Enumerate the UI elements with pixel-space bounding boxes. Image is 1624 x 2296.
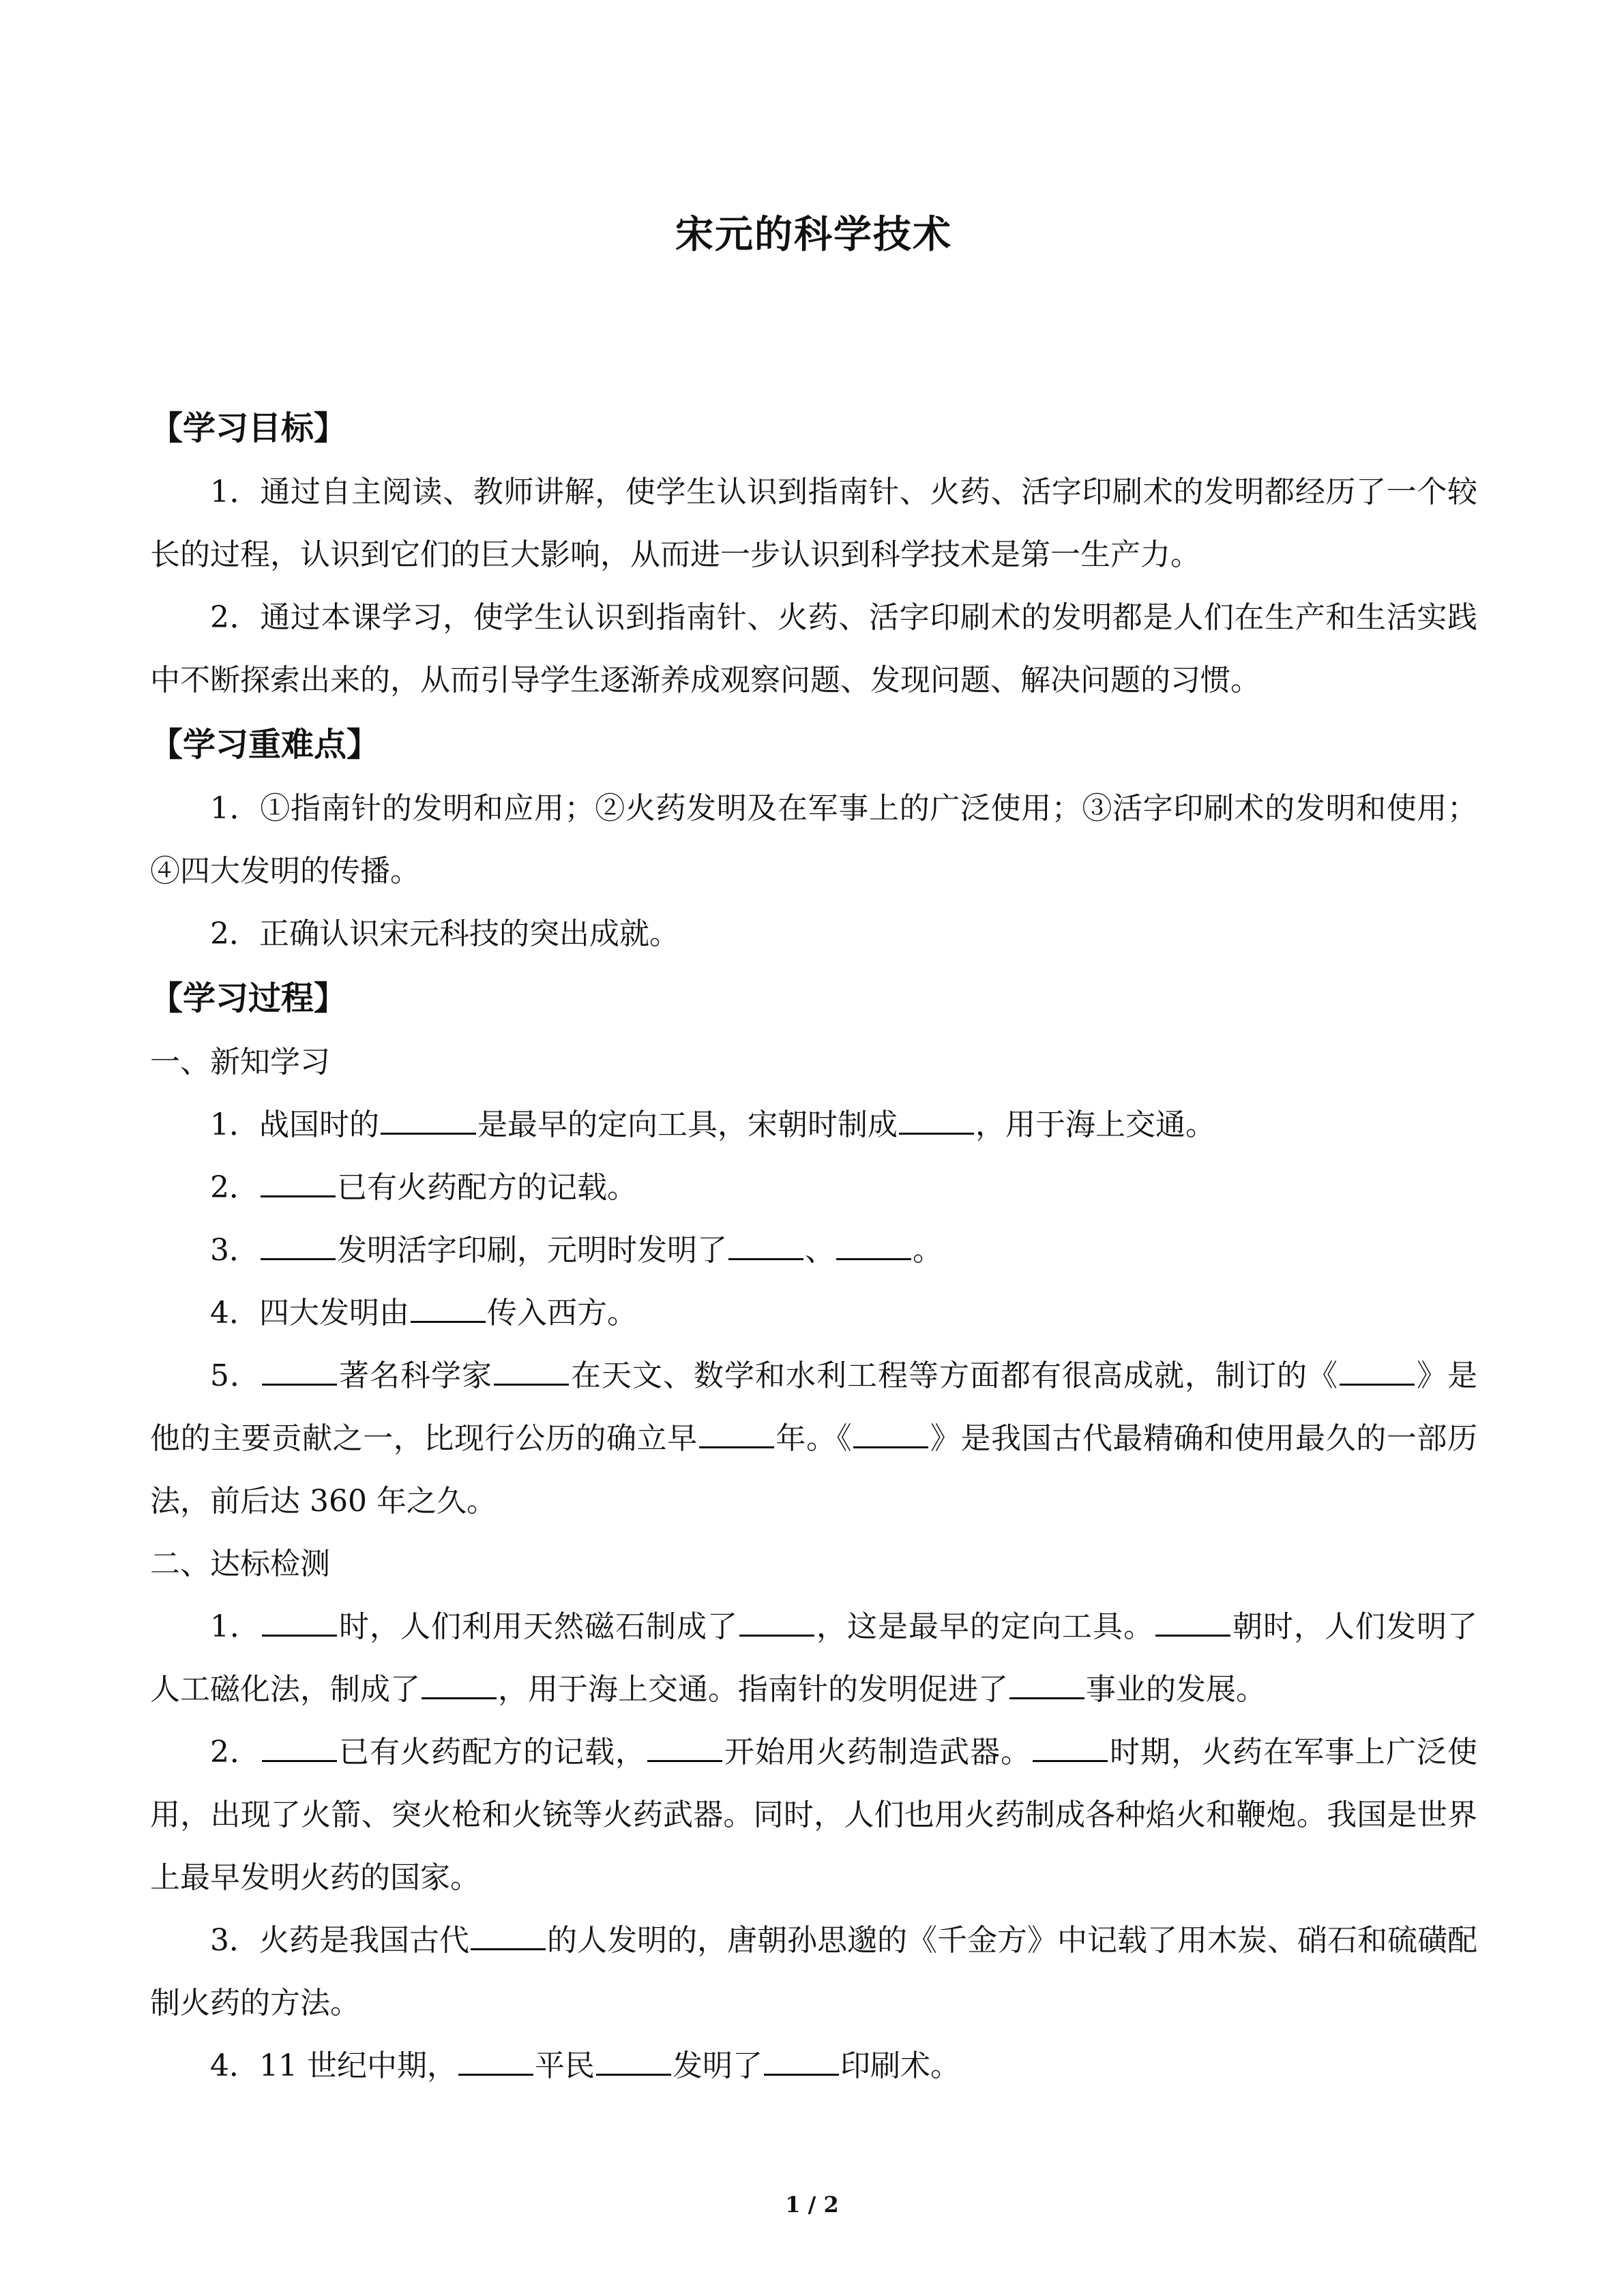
new-learning-q5 [150,1345,1477,1533]
page-number: 1 / 2 [785,2192,839,2218]
q-text: 、 [805,1233,835,1268]
answer-blank[interactable] [262,1605,337,1637]
answer-blank[interactable] [261,1165,336,1197]
new-learning-q1 [150,1094,1477,1157]
q-text: 时期，火药在军事上广泛使用，出现了火箭、突火枪和火铳等火药武器。同时，人们也用火药制成各种焰火和鞭炮。我国是世界上最早发明火药的国家。 [150,1735,1477,1895]
answer-blank[interactable] [261,1228,336,1260]
section-heading-process: 【学习过程】 [150,979,347,1017]
q-text: 4．11 世纪中期， [210,2048,457,2083]
section-process [150,966,1477,2098]
q-text: ，用于海上交通。指南针的发明促进了 [498,1672,1008,1707]
answer-blank[interactable] [1033,1730,1108,1762]
assessment-q2 [150,1721,1477,1909]
subheading-new-learning: 一、新知学习 [150,1045,330,1079]
q-text: 《 [1308,1358,1338,1393]
answer-blank[interactable] [262,1354,337,1386]
q-text: 1． [210,1609,261,1644]
q-text: 发明活字印刷，元明时发明了 [337,1233,727,1268]
q-text: 3．火药是我国古代 [210,1923,469,1958]
section-heading-objectives: 【学习目标】 [150,409,347,447]
answer-blank[interactable] [728,1228,803,1260]
q-text: 平民 [534,2048,595,2083]
answer-blank[interactable] [1155,1605,1230,1637]
answer-blank[interactable] [1340,1354,1415,1386]
key-point-item-1: 1．①指南针的发明和应用；②火药发明及在军事上的广泛使用；③活字印刷术的发明和使用；④四大发明的传播。 [150,791,1477,889]
answer-blank[interactable] [764,2044,839,2076]
q-text: 3． [210,1233,259,1268]
answer-blank[interactable] [262,1730,337,1762]
assessment-q3 [150,1909,1477,2035]
q-text: 朝时，人们发明了人工磁化法，制成了 [150,1609,1477,1707]
q-text: 年。《 [775,1421,853,1456]
q-text: 1．战国时的 [210,1107,379,1142]
new-learning-q3 [150,1219,1477,1282]
answer-blank[interactable] [411,1291,486,1323]
answer-blank[interactable] [381,1103,476,1135]
answer-blank[interactable] [422,1667,497,1699]
q-text: 2． [210,1735,261,1770]
answer-blank[interactable] [836,1228,911,1260]
objective-item-1: 1．通过自主阅读、教师讲解，使学生认识到指南针、火药、活字印刷术的发明都经历了一个较长的过程，认识到它们的巨大影响，从而进一步认识到科学技术是第一生产力。 [150,475,1477,572]
q-text: 在天文、数学和水利工程等方面都有很高成就，制订的 [570,1358,1308,1393]
assessment-q4 [150,2035,1477,2098]
answer-blank[interactable] [739,1605,814,1637]
q-text: 印刷术。 [840,2048,960,2083]
q-text: ，这是最早的定向工具。 [816,1609,1154,1644]
answer-blank[interactable] [853,1416,928,1448]
q-text: 传入西方。 [487,1296,637,1330]
key-point-item-2: 2．正确认识宋元科技的突出成就。 [210,916,679,951]
q-text: 事业的发展。 [1086,1672,1266,1707]
q-text: 发明了 [672,2048,763,2083]
new-learning-q4 [150,1282,1477,1345]
answer-blank[interactable] [699,1416,774,1448]
q-text: 著名科学家 [338,1358,492,1393]
q-text: ，用于海上交通。 [975,1107,1215,1142]
assessment-q1 [150,1596,1477,1721]
answer-blank[interactable] [647,1730,722,1762]
q-text: 的人发明的，唐朝孙思邈的《千金方》中记载了用木炭、硝石和硫磺配制火药的方法。 [150,1923,1477,2021]
answer-blank[interactable] [596,2044,671,2076]
q-text: 开始用火药制造武器。 [724,1735,1031,1770]
answer-blank[interactable] [458,2044,533,2076]
q-text: 5． [210,1358,261,1393]
subheading-assessment: 二、达标检测 [150,1547,330,1581]
q-text: 》是我国古代最精确和使用最久的一部历法，前后达 360 年之久。 [150,1421,1478,1519]
q-text: 》是他的主要贡献之一，比现行公历的确立早 [150,1358,1477,1456]
q-text: 已有火药配方的记载， [338,1735,646,1770]
answer-blank[interactable] [899,1103,974,1135]
answer-blank[interactable] [1009,1667,1084,1699]
page-title: 宋元的科学技术 [675,213,952,257]
answer-blank[interactable] [494,1354,569,1386]
section-heading-key-points: 【学习重难点】 [150,726,380,764]
answer-blank[interactable] [471,1918,546,1950]
objective-item-2: 2．通过本课学习，使学生认识到指南针、火药、活字印刷术的发明都是人们在生产和生活实践中不断探索出来的，从而引导学生逐渐养成观察问题、发现问题、解决问题的习惯。 [150,600,1477,698]
q-text: 2． [210,1170,259,1205]
new-learning-q2 [150,1157,1477,1219]
q-text: 已有火药配方的记载。 [337,1170,637,1205]
q-text: 4．四大发明由 [210,1296,409,1330]
q-text: 时，人们利用天然磁石制成了 [338,1609,738,1644]
q-text: 是最早的定向工具，宋朝时制成 [477,1107,898,1142]
section-key-points [150,712,1477,966]
q-text: 。 [913,1233,943,1268]
section-objectives [150,396,1477,712]
